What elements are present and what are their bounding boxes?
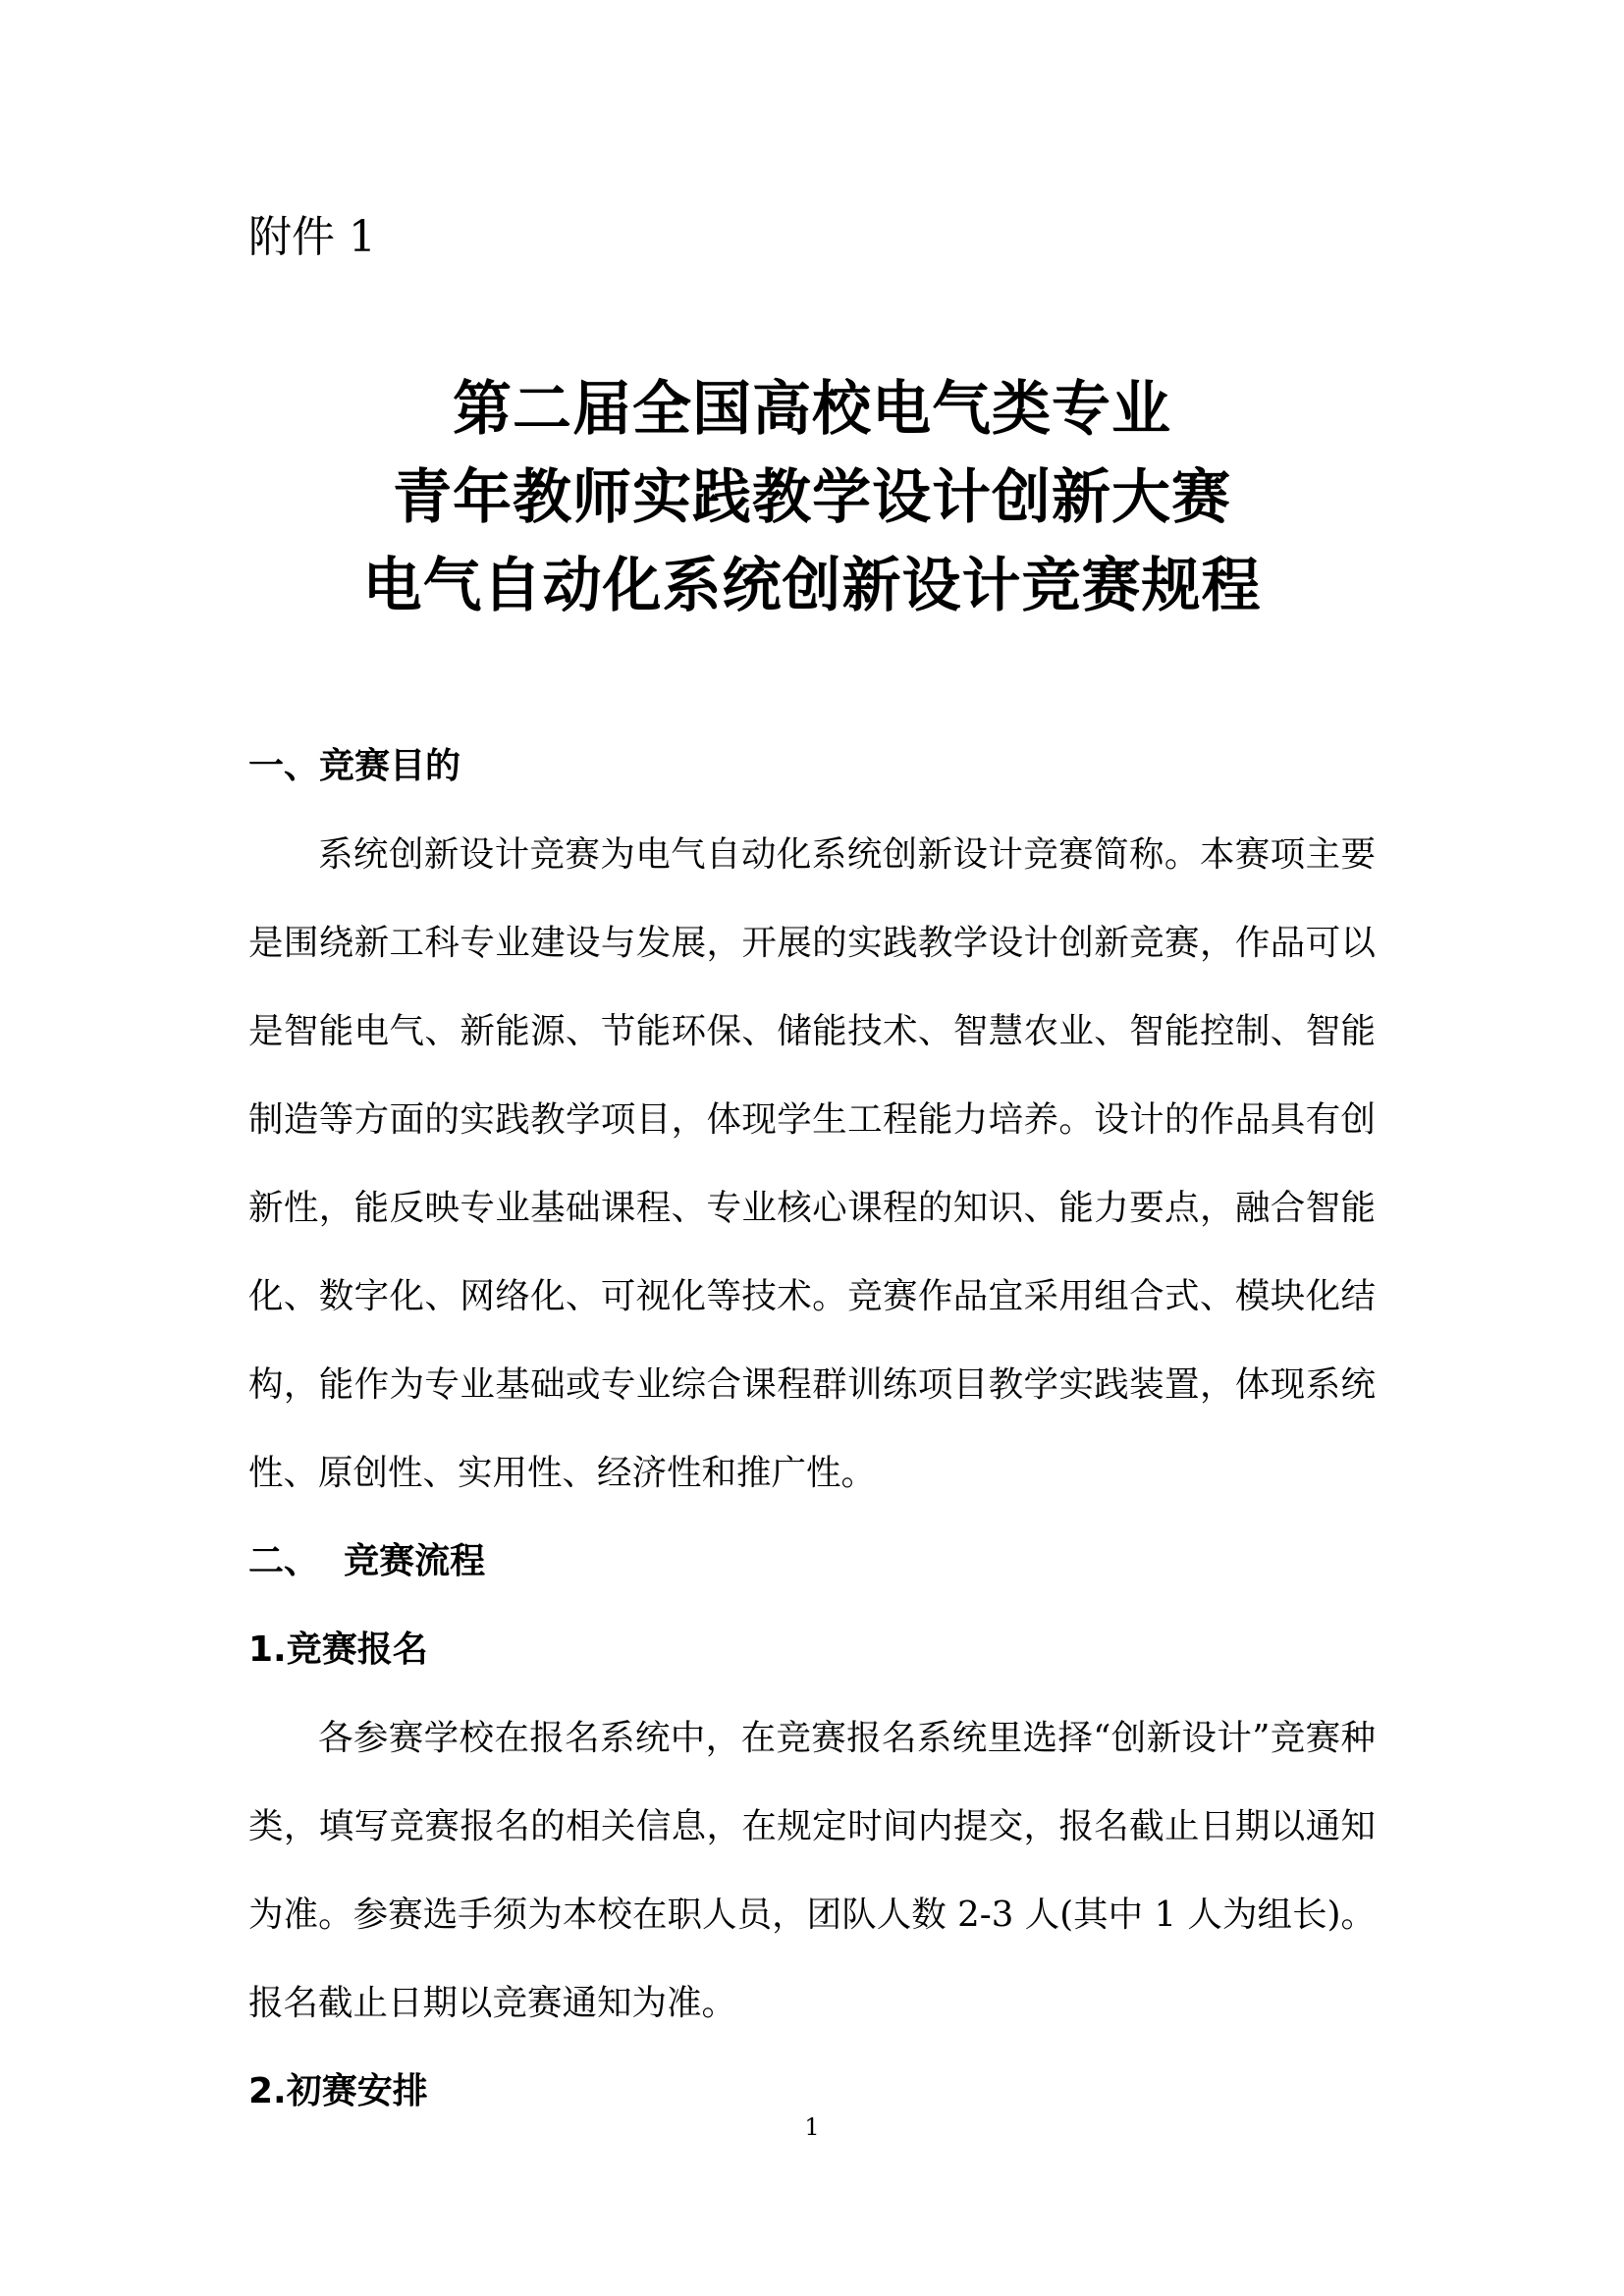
subsection-2-1-heading: 1.竞赛报名 [248,1629,428,1670]
title-line-1: 第二届全国高校电气类专业 [453,375,1171,444]
title-line-3: 电气自动化系统创新设计竞赛规程 [362,552,1262,620]
subsection-2-1-paragraph: 各参赛学校在报名系统中，在竞赛报名系统里选择“创新设计”竞赛种类，填写竞赛报名的相关信息，在规定时间内提交，报名截止日期以通知为准。参赛选手须为本校在职人员，团队人数 2-3 人(其中 1 人为组长)。报名截止日期以竞赛通知为准。 [248,1718,1376,2023]
document-body [248,722,1376,2136]
section-2-heading: 二、 竞赛流程 [248,1541,486,1581]
page-number: 1 [804,2113,820,2141]
attachment-label: 附件 1 [248,212,376,262]
section-1-paragraph: 系统创新设计竞赛为电气自动化系统创新设计竞赛简称。本赛项主要是围绕新工科专业建设与发展，开展的实践教学设计创新竞赛，作品可以是智能电气、新能源、节能环保、储能技术、智慧农业、智能控制、智能制造等方面的实践教学项目，体现学生工程能力培养。设计的作品具有创新性，能反映专业基础课程、专业核心课程的知识、能力要点，融合智能化、数字化、网络化、可视化等技术。竞赛作品宜采用组合式、模块化结构，能作为专业基础或专业综合课程群训练项目教学实践装置，体现系统性、原创性、实用性、经济性和推广性。 [248,834,1376,1493]
section-1-heading: 一、竞赛目的 [248,746,461,786]
title-line-2: 青年教师实践教学设计创新大赛 [393,463,1231,532]
document-title [248,365,1376,630]
subsection-2-2-heading: 2.初赛安排 [248,2071,428,2111]
